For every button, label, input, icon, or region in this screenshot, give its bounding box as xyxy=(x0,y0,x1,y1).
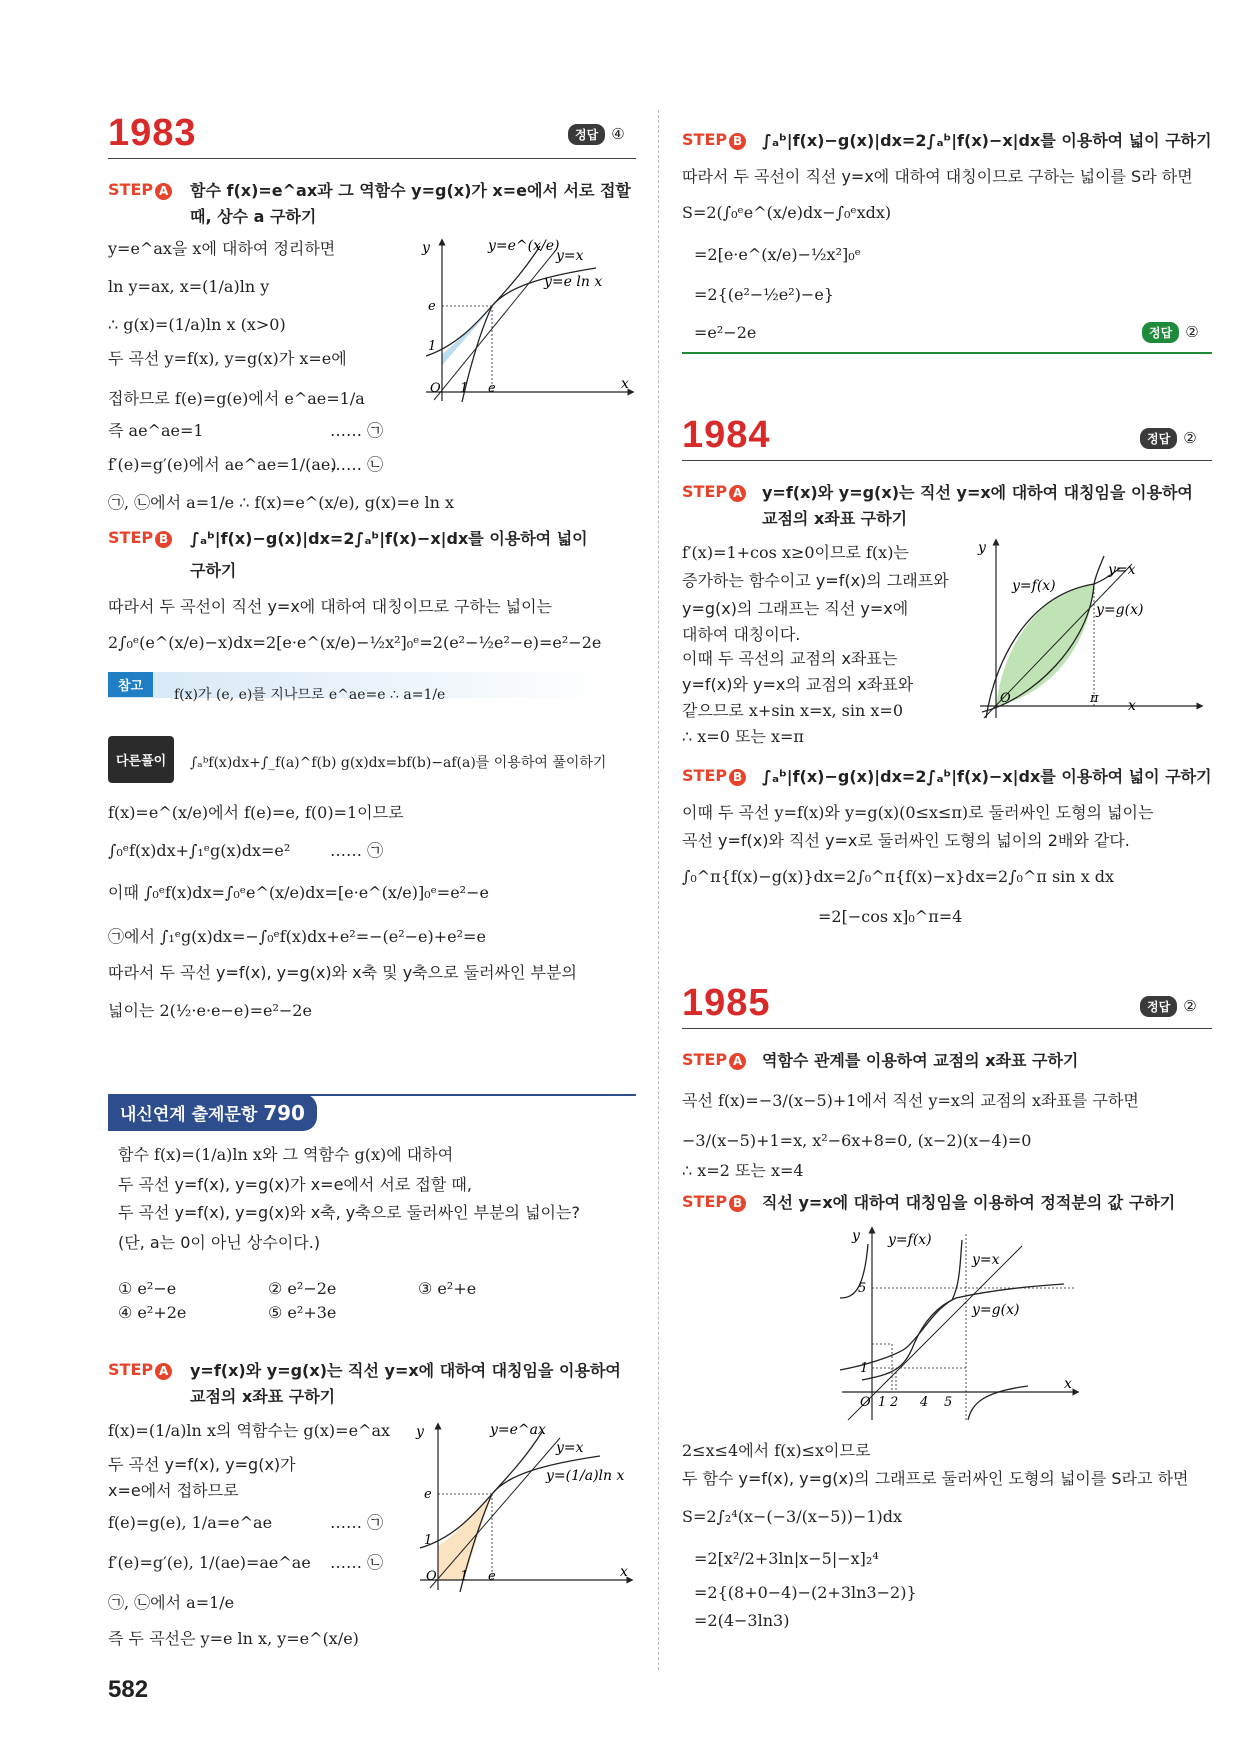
answer-1983-final xyxy=(1142,322,1199,343)
equation-mark: …… ㉠ xyxy=(330,421,384,440)
curve-label-f: y=f(x) xyxy=(888,1232,932,1248)
solution-line: =2[−cos x]₀^π=4 xyxy=(818,907,963,926)
solution-line: y=e^ax을 x에 대하여 정리하면 xyxy=(108,239,336,258)
line-y-equals-x xyxy=(434,250,556,400)
tick-label: e xyxy=(488,381,496,396)
axis-label-y: y xyxy=(978,540,986,556)
solution-line: 증가하는 함수이고 y=f(x)의 그래프와 xyxy=(682,571,949,590)
graph-1985 xyxy=(832,1224,1082,1424)
step-b-title: ∫ₐᵇ|f(x)−g(x)|dx=2∫ₐᵇ|f(x)−x|dx를 이용하여 넓이 xyxy=(190,529,588,548)
step-b-title: ∫ₐᵇ|f(x)−g(x)|dx=2∫ₐᵇ|f(x)−x|dx를 이용하여 넓이 구하기 xyxy=(762,767,1212,786)
tick-label: 1 xyxy=(860,1361,869,1376)
step-b-title: 직선 y=x에 대하여 대칭임을 이용하여 정적분의 값 구하기 xyxy=(762,1193,1176,1212)
step-a-label: STEP A xyxy=(108,180,172,200)
curve-label-f: y=f(x) xyxy=(1012,578,1056,594)
solution-line: f(x)=e^(x/e)에서 f(e)=e, f(0)=1이므로 xyxy=(108,803,404,822)
origin-label: O xyxy=(1000,691,1011,706)
problem-number-1983: 1983 xyxy=(108,112,197,154)
axis-label-x: x xyxy=(621,376,629,392)
answer-tag: 정답 xyxy=(1142,322,1179,343)
curve-label-g: y=g(x) xyxy=(972,1302,1020,1318)
solution-line: ㉠, ㉡에서 a=1/e xyxy=(108,1593,235,1612)
solution-line: 따라서 두 곡선이 직선 y=x에 대하여 대칭이므로 구하는 넓이를 S라 하면 xyxy=(682,167,1193,186)
graph-1983 xyxy=(416,236,636,406)
problem-rule xyxy=(108,158,636,159)
step-a-label: STEP A xyxy=(682,1050,746,1070)
equation-mark: …… ㉠ xyxy=(330,841,384,860)
solution-line: ∴ g(x)=(1/a)ln x (x>0) xyxy=(108,315,286,334)
problem-rule xyxy=(682,460,1212,461)
equation-mark: …… ㉠ xyxy=(330,1513,384,1532)
step-a-title: 역함수 관계를 이용하여 교점의 x좌표 구하기 xyxy=(762,1051,1079,1070)
solution-line: 즉 두 곡선은 y=e ln x, y=e^(x/e) xyxy=(108,1629,359,1648)
question-line: 두 곡선 y=f(x), y=g(x)가 x=e에서 서로 접할 때, xyxy=(118,1175,472,1194)
step-b-label: STEP B xyxy=(682,130,746,150)
step-a-label: STEP A xyxy=(108,1360,172,1380)
curve-label-g: y=e ln x xyxy=(544,274,603,290)
step-b-title: ∫ₐᵇ|f(x)−g(x)|dx=2∫ₐᵇ|f(x)−x|dx를 이용하여 넓이 구하기 xyxy=(762,131,1212,150)
tick-label: 1 xyxy=(878,1395,887,1410)
problem-number-1984: 1984 xyxy=(682,414,771,456)
solution-line: −3/(x−5)+1=x, x²−6x+8=0, (x−2)(x−4)=0 xyxy=(682,1131,1032,1150)
curve-label-f: y=e^(x/e) xyxy=(488,238,560,254)
answer-1984 xyxy=(1140,428,1197,449)
curve-label-yx: y=x xyxy=(972,1252,1000,1268)
choice-1[interactable]: ① e²−e xyxy=(118,1279,177,1298)
note-label: 참고 xyxy=(108,672,153,697)
answer-1985 xyxy=(1140,996,1197,1017)
question-line: 함수 f(x)=(1/a)ln x와 그 역함수 g(x)에 대하여 xyxy=(118,1145,454,1164)
solution-line: f(x)=(1/a)ln x의 역함수는 g(x)=e^ax xyxy=(108,1421,391,1440)
answer-value: ② xyxy=(1185,323,1199,341)
page-number: 582 xyxy=(108,1676,149,1703)
choice-5[interactable]: ⑤ e²+3e xyxy=(268,1303,337,1322)
step-a-title-2: 교점의 x좌표 구하기 xyxy=(190,1387,336,1406)
solution-line: 2≤x≤4에서 f(x)≤x이므로 xyxy=(682,1441,871,1460)
solution-line: =2[x²/2+3ln|x−5|−x]₂⁴ xyxy=(694,1549,879,1568)
origin-label: O xyxy=(426,1569,437,1584)
solution-line: 두 곡선 y=f(x), y=g(x)가 x=e에 xyxy=(108,349,347,368)
tick-label: e xyxy=(428,299,436,314)
origin-label: O xyxy=(430,381,441,396)
step-b-title-2: 구하기 xyxy=(190,561,237,580)
problem-rule xyxy=(682,1028,1212,1029)
note-text: f(x)가 (e, e)를 지나므로 e^ae=e ∴ a=1/e xyxy=(174,687,446,703)
tick-label: π xyxy=(1090,691,1099,706)
curve-label-yx: y=x xyxy=(1108,562,1136,578)
solution-line: 두 곡선 y=f(x), y=g(x)가 xyxy=(108,1455,296,1474)
solution-line: =2[e·e^(x/e)−½x²]₀ᵉ xyxy=(694,245,861,264)
solution-line: =2{(8+0−4)−(2+3ln3−2)} xyxy=(694,1583,917,1602)
solution-line: f(e)=g(e), 1/a=e^ae xyxy=(108,1513,273,1532)
solution-line: =2(4−3ln3) xyxy=(694,1611,790,1630)
solution-line: ∫₀^π{f(x)−g(x)}dx=2∫₀^π{f(x)−x}dx=2∫₀^π sin x dx xyxy=(682,867,1115,886)
answer-rule xyxy=(682,352,1212,354)
origin-label: O xyxy=(860,1395,871,1410)
equation-mark: …… ㉡ xyxy=(330,1553,384,1572)
curve-label-yx: y=x xyxy=(556,1440,584,1456)
answer-value: ④ xyxy=(611,125,625,143)
tick-label: 1 xyxy=(424,1533,433,1548)
curve-label-g: y=g(x) xyxy=(1096,602,1144,618)
solution-line: 2∫₀ᵉ(e^(x/e)−x)dx=2[e·e^(x/e)−½x²]₀ᵉ=2(e²−½e²−e)=e²−2e xyxy=(108,633,602,652)
step-a-title: y=f(x)와 y=g(x)는 직선 y=x에 대하여 대칭임을 이용하여 xyxy=(762,483,1193,502)
solution-line: x=e에서 접하므로 xyxy=(108,1481,239,1500)
solution-line: 곡선 f(x)=−3/(x−5)+1에서 직선 y=x의 교점의 x좌표를 구하면 xyxy=(682,1091,1139,1110)
solution-line: ∴ x=2 또는 x=4 xyxy=(682,1161,804,1180)
solution-line: ㉠에서 ∫₁ᵉg(x)dx=−∫₀ᵉf(x)dx+e²=−(e²−e)+e²=e xyxy=(108,927,486,946)
column-divider xyxy=(658,110,659,1670)
solution-line: ∴ x=0 또는 x=π xyxy=(682,727,804,746)
solution-line: f′(e)=g′(e)에서 ae^ae=1/(ae) xyxy=(108,455,337,474)
solution-line: 이때 ∫₀ᵉf(x)dx=∫₀ᵉe^(x/e)dx=[e·e^(x/e)]₀ᵉ=e²−e xyxy=(108,883,489,902)
solution-line: f′(x)=1+cos x≥0이므로 f(x)는 xyxy=(682,543,909,562)
tick-label: 5 xyxy=(944,1395,953,1410)
answer-value: ② xyxy=(1183,997,1197,1015)
linked-problem-banner: 내신연계 출제문항 790 xyxy=(108,1094,317,1131)
graph-1984 xyxy=(972,534,1206,724)
answer-value: ② xyxy=(1183,429,1197,447)
solution-line: y=f(x)와 y=x의 교점의 x좌표와 xyxy=(682,675,914,694)
axis-label-y: y xyxy=(852,1228,860,1244)
choice-3[interactable]: ③ e²+e xyxy=(418,1279,477,1298)
step-b-label: STEP B xyxy=(682,1192,746,1212)
answer-1983 xyxy=(568,124,625,145)
graph-790 xyxy=(410,1418,636,1598)
solution-line: 이때 두 곡선 y=f(x)와 y=g(x)(0≤x≤π)로 둘러싸인 도형의 넓이는 xyxy=(682,803,1154,822)
equation-mark: …… ㉡ xyxy=(330,455,384,474)
step-b-label: STEP B xyxy=(682,766,746,786)
question-line: 두 곡선 y=f(x), y=g(x)와 x축, y축으로 둘러싸인 부분의 넓이는? xyxy=(118,1203,580,1222)
solution-line: =2{(e²−½e²)−e} xyxy=(694,285,834,304)
answer-tag: 정답 xyxy=(1140,996,1177,1017)
step-a-title: y=f(x)와 y=g(x)는 직선 y=x에 대하여 대칭임을 이용하여 xyxy=(190,1361,621,1380)
line-y-equals-x xyxy=(430,1438,560,1588)
step-a-title-2: 교점의 x좌표 구하기 xyxy=(762,509,908,528)
solution-line: ln y=ax, x=(1/a)ln y xyxy=(108,277,270,296)
choice-2[interactable]: ② e²−2e xyxy=(268,1279,337,1298)
tick-label: 1 xyxy=(428,339,437,354)
curve-g-lower-branch xyxy=(968,1386,1028,1420)
tick-label: 1 xyxy=(460,1569,469,1584)
curve-label-f: y=e^ax xyxy=(490,1422,546,1438)
line-y-equals-x xyxy=(848,1246,1022,1420)
curve-label-g: y=(1/a)ln x xyxy=(546,1468,625,1484)
solution-line: 따라서 두 곡선이 직선 y=x에 대하여 대칭이므로 구하는 넓이는 xyxy=(108,597,552,616)
solution-line: 즉 ae^ae=1 xyxy=(108,421,204,440)
solution-line: f′(e)=g′(e), 1/(ae)=ae^ae xyxy=(108,1553,311,1572)
axis-label-x: x xyxy=(1064,1376,1072,1392)
step-a-title-2: 때, 상수 a 구하기 xyxy=(190,207,317,226)
answer-tag: 정답 xyxy=(568,124,605,145)
tick-label: 2 xyxy=(890,1395,899,1410)
step-b-label: STEP B xyxy=(108,528,172,548)
solution-line: 이때 두 곡선의 교점의 x좌표는 xyxy=(682,649,898,668)
solution-line: y=g(x)의 그래프는 직선 y=x에 xyxy=(682,599,909,618)
solution-line: 접하므로 f(e)=g(e)에서 e^ae=1/a xyxy=(108,389,365,408)
solution-line: ∫₀ᵉf(x)dx+∫₁ᵉg(x)dx=e² xyxy=(108,841,291,860)
step-a-label: STEP A xyxy=(682,482,746,502)
solution-line: ㉠, ㉡에서 a=1/e ∴ f(x)=e^(x/e), g(x)=e ln x xyxy=(108,493,454,512)
choice-4[interactable]: ④ e²+2e xyxy=(118,1303,187,1322)
solution-line: 같으므로 x+sin x=x, sin x=0 xyxy=(682,701,904,720)
tick-label: e xyxy=(488,1569,496,1584)
solution-line: S=2(∫₀ᵉe^(x/e)dx−∫₀ᵉxdx) xyxy=(682,203,892,222)
solution-line: 넓이는 2(½·e·e−e)=e²−2e xyxy=(108,1001,312,1020)
curve-label-yx: y=x xyxy=(556,248,584,264)
alt-solution-title: ∫ₐᵇf(x)dx+∫_f(a)^f(b) g(x)dx=bf(b)−af(a)를 이용하여 풀이하기 xyxy=(190,755,607,771)
tick-label: 5 xyxy=(858,1281,867,1296)
axis-label-x: x xyxy=(1128,698,1136,714)
tick-label: 1 xyxy=(460,381,469,396)
alt-solution-label: 다른풀이 xyxy=(108,736,174,783)
axis-label-x: x xyxy=(620,1564,628,1580)
solution-line: 따라서 두 곡선 y=f(x), y=g(x)와 x축 및 y축으로 둘러싸인 부분의 xyxy=(108,963,577,982)
solution-line: =e²−2e xyxy=(694,323,757,342)
tick-label: 4 xyxy=(920,1395,929,1410)
tick-label: e xyxy=(424,1487,432,1502)
axis-label-y: y xyxy=(422,240,430,256)
problem-number-1985: 1985 xyxy=(682,982,771,1024)
axis-label-y: y xyxy=(416,1424,424,1440)
question-line: (단, a는 0이 아닌 상수이다.) xyxy=(118,1233,321,1252)
solution-line: 대하여 대칭이다. xyxy=(682,625,801,644)
answer-tag: 정답 xyxy=(1140,428,1177,449)
step-a-title: 함수 f(x)=e^ax과 그 역함수 y=g(x)가 x=e에서 서로 접할 xyxy=(190,181,631,200)
solution-line: 두 함수 y=f(x), y=g(x)의 그래프로 둘러싸인 도형의 넓이를 S라고 하면 xyxy=(682,1469,1189,1488)
solution-line: S=2∫₂⁴(x−(−3/(x−5))−1)dx xyxy=(682,1507,903,1526)
solution-line: 곡선 y=f(x)와 직선 y=x로 둘러싸인 도형의 넓이의 2배와 같다. xyxy=(682,831,1130,850)
